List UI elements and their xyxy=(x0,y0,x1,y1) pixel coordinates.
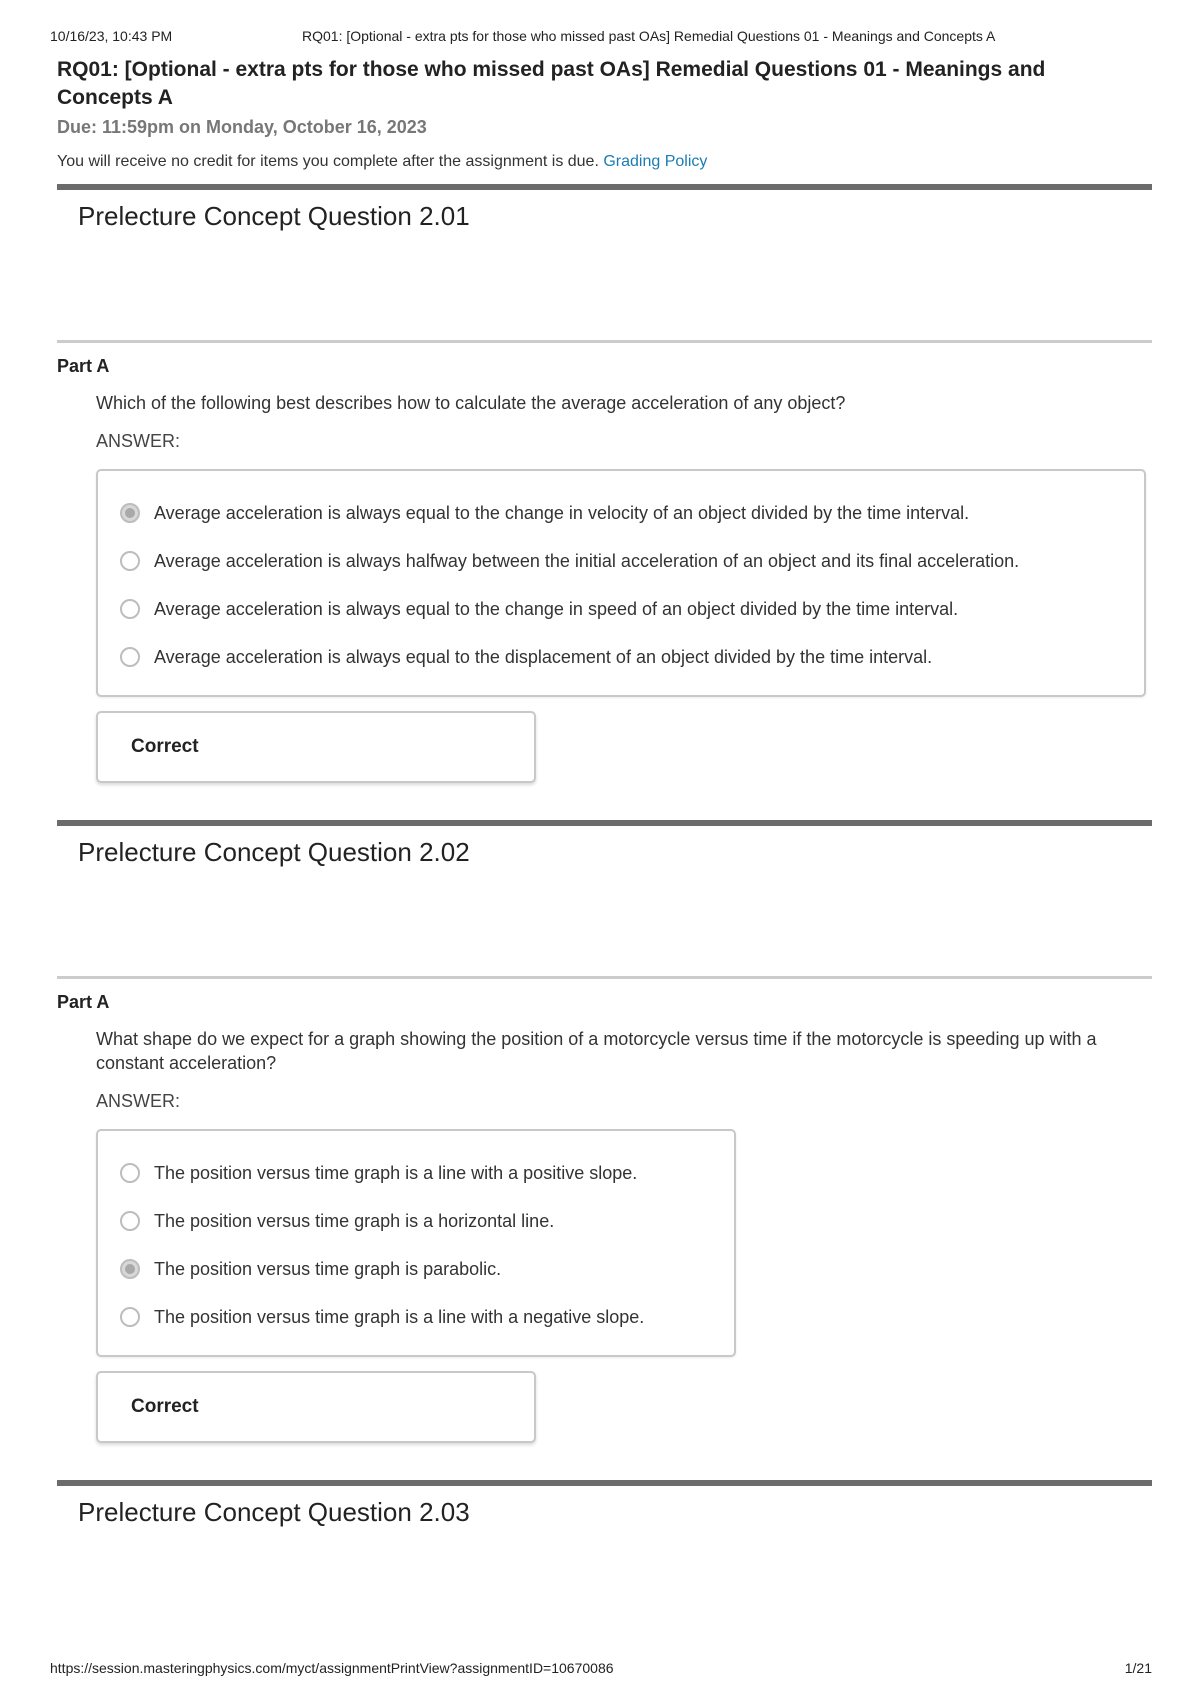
print-page-title: RQ01: [Optional - extra pts for those who missed past OAs] Remedial Questions 01 - Meanings and Concepts A xyxy=(302,28,996,44)
answer-options xyxy=(96,469,1146,697)
radio-selected-icon[interactable] xyxy=(120,1259,140,1279)
answer-option[interactable] xyxy=(120,537,1144,585)
option-label: Average acceleration is always equal to the change in velocity of an object divided by the time interval. xyxy=(154,502,970,523)
due-date: Due: 11:59pm on Monday, October 16, 2023 xyxy=(57,117,427,137)
print-header xyxy=(50,28,1160,48)
part-a xyxy=(57,976,1152,1443)
page-url: https://session.masteringphysics.com/myct/assignmentPrintView?assignmentID=10670086 xyxy=(50,1660,614,1676)
answer-label: ANSWER: xyxy=(96,1091,181,1111)
option-label: The position versus time graph is a horizontal line. xyxy=(154,1210,555,1231)
option-label: Average acceleration is always equal to the change in speed of an object divided by the time interval. xyxy=(154,598,959,619)
assignment-content xyxy=(57,56,1152,1528)
answer-option[interactable] xyxy=(120,1293,734,1341)
answer-option[interactable] xyxy=(120,585,1144,633)
answer-option[interactable] xyxy=(120,1197,734,1245)
question-title: Prelecture Concept Question 2.01 xyxy=(78,201,470,231)
question-text: What shape do we expect for a graph showing the position of a motorcycle versus time if the motorcycle is speeding up with a constant acceleration? xyxy=(96,1029,1097,1073)
radio-selected-icon[interactable] xyxy=(120,503,140,523)
question-text: Which of the following best describes how to calculate the average acceleration of any object? xyxy=(96,393,846,413)
answer-option[interactable] xyxy=(120,1245,734,1293)
print-date: 10/16/23, 10:43 PM xyxy=(50,28,173,44)
option-label: Average acceleration is always equal to the displacement of an object divided by the time interval. xyxy=(154,646,933,667)
question-section-3 xyxy=(57,1480,1152,1528)
option-label: The position versus time graph is a line with a negative slope. xyxy=(154,1306,645,1327)
option-label: The position versus time graph is parabolic. xyxy=(154,1258,502,1279)
option-label: The position versus time graph is a line with a positive slope. xyxy=(154,1162,638,1183)
question-title: Prelecture Concept Question 2.02 xyxy=(78,837,470,867)
radio-icon[interactable] xyxy=(120,1211,140,1231)
answer-option[interactable] xyxy=(120,633,1144,681)
radio-icon[interactable] xyxy=(120,647,140,667)
assignment-title: RQ01: [Optional - extra pts for those who missed past OAs] Remedial Questions 01 - Meanings and Concepts A xyxy=(57,58,1046,109)
result-correct: Correct xyxy=(96,1371,536,1443)
option-label: Average acceleration is always halfway between the initial acceleration of an object and its final acceleration. xyxy=(154,550,1020,571)
print-footer xyxy=(50,1660,1152,1680)
radio-icon[interactable] xyxy=(120,551,140,571)
part-label: Part A xyxy=(57,992,110,1012)
question-section-1 xyxy=(57,184,1152,783)
answer-label: ANSWER: xyxy=(96,431,181,451)
late-notice-text: You will receive no credit for items you complete after the assignment is due. xyxy=(57,153,599,170)
radio-icon[interactable] xyxy=(120,1163,140,1183)
question-title: Prelecture Concept Question 2.03 xyxy=(78,1497,470,1527)
answer-options xyxy=(96,1129,736,1357)
radio-icon[interactable] xyxy=(120,1307,140,1327)
question-section-2 xyxy=(57,820,1152,1443)
grading-policy-link[interactable]: Grading Policy xyxy=(603,153,708,170)
page-number: 1/21 xyxy=(1124,1660,1152,1676)
radio-icon[interactable] xyxy=(120,599,140,619)
answer-option[interactable] xyxy=(120,489,1144,537)
answer-option[interactable] xyxy=(120,1149,734,1197)
late-notice xyxy=(57,151,1152,173)
part-a xyxy=(57,340,1152,783)
result-correct: Correct xyxy=(96,711,536,783)
part-label: Part A xyxy=(57,356,110,376)
